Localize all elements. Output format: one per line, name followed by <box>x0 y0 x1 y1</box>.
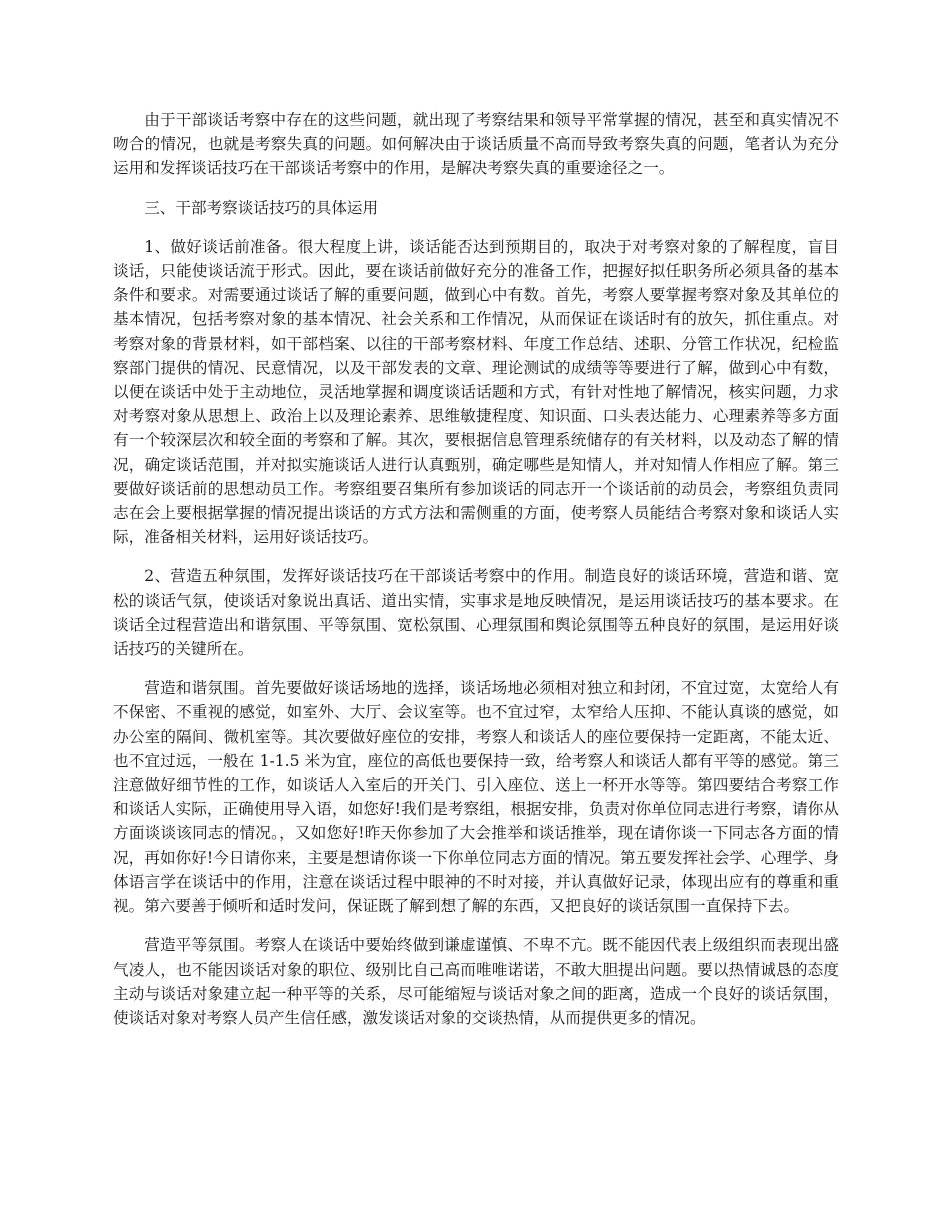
paragraph-intro: 由于干部谈话考察中存在的这些问题，就出现了考察结果和领导平常掌握的情况，甚至和真实情况不吻合的情况，也就是考察失真的问题。如何解决由于谈话质量不高而导致考察失真的问题，笔者认为充分运用和发挥谈话技巧在干部谈话考察中的作用，是解决考察失真的重要途径之一。 <box>113 111 839 178</box>
section-heading: 三、干部考察谈话技巧的具体运用 <box>144 198 379 217</box>
paragraph-five-atmospheres: 2、营造五种氛围，发挥好谈话技巧在干部谈话考察中的作用。制造良好的谈话环境，营造和谐、宽松的谈话气氛，使谈话对象说出真话、道出实情，实事求是地反映情况，是运用谈话技巧的基本要求。在谈话全过程营造出和谐氛围、平等氛围、宽松氛围、心理氛围和舆论氛围等五种良好的氛围，是运用好谈话技巧的关键所在。 <box>113 567 839 659</box>
paragraph-equal-atmosphere: 营造平等氛围。考察人在谈话中要始终做到谦虚谨慎、不卑不亢。既不能因代表上级组织而表现出盛气凌人，也不能因谈话对象的职位、级别比自己高而唯唯诺诺，不敢大胆提出问题。要以热情诚恳的态度主动与谈话对象建立起一种平等的关系，尽可能缩短与谈话对象之间的距离，造成一个良好的谈话氛围，使谈话对象对考察人员产生信任感，激发谈话对象的交谈热情，从而提供更多的情况。 <box>113 936 839 1027</box>
document-body <box>113 108 839 1045</box>
paragraph-preparation: 1、做好谈话前准备。很大程度上讲，谈话能否达到预期目的，取决于对考察对象的了解程度，盲目谈话，只能使谈话流于形式。因此，要在谈话前做好充分的准备工作，把握好拟任职务所必须具备的基本条件和要求。对需要通过谈话了解的重要问题，做到心中有数。首先，考察人要掌握考察对象及其单位的基本情况，包括考察对象的基本情况、社会关系和工作情况，从而保证在谈话时有的放矢，抓住重点。对考察对象的背景材料，如干部档案、以往的干部考察材料、年度工作总结、述职、分管工作状况，纪检监察部门提供的情况、民意情况，以及干部发表的文章、理论测试的成绩等等要进行了解，做到心中有数，以便在谈话中处于主动地位，灵活地掌握和调度谈话话题和方式，有针对性地了解情况，核实问题，力求对考察对象从思想上、政治上以及理论素养、思维敏捷程度、知识面、口头表达能力、心理素养等多方面有一个较深层次和较全面的考察和了解。其次，要根据信息管理系统储存的有关材料，以及动态了解的情况，确定谈话范围，并对拟实施谈话人进行认真甄别，确定哪些是知情人，并对知情人作相应了解。第三要做好谈话前的思想动员工作。考察组要召集所有参加谈话的同志开一个谈话前的动员会，考察组负责同志在会上要根据掌握的情况提出谈话的方式方法和需侧重的方面，使考察人员能结合考察对象和谈话人实际，准备相关材料，运用好谈话技巧。 <box>113 237 839 547</box>
paragraph-harmonious-atmosphere: 营造和谐氛围。首先要做好谈话场地的选择，谈话场地必须相对独立和封闭，不宜过宽，太宽给人有不保密、不重视的感觉，如室外、大厅、会议室等。也不宜过窄，太窄给人压抑、不能认真谈的感觉，如办公室的隔间、微机室等。其次要做好座位的安排，考察人和谈话人的座位要保持一定距离，不能太近、也不宜过远，一般在 1-1.5 米为宜，座位的高低也要保持一致，给考察人和谈话人都有平等的感觉。第三注意做好细节性的工作，如谈话人入室后的开关门、引入座位、送上一杯开水等等。第四要结合考察工作和谈话人实际，正确使用导入语，如您好!我们是考察组，根据安排，负责对你单位同志进行考察，请你从方面谈谈该同志的情况。，又如您好!昨天你参加了大会推举和谈话推举，现在请你谈一下同志各方面的情况，再如你好!今日请你来，主要是想请你谈一下你单位同志方面的情况。第五要发挥社会学、心理学、身体语言学在谈话中的作用，注意在谈话过程中眼神的不时对接，并认真做好记录，体现出应有的尊重和重视。第六要善于倾听和适时发问，保证既了解到想了解的东西，又把良好的谈话氛围一直保持下去。 <box>113 679 839 916</box>
